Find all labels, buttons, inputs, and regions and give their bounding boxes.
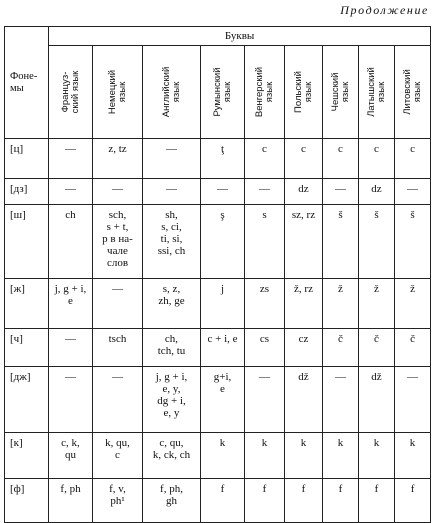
letter-cell [201,433,245,479]
letter-cell [93,433,143,479]
letter-cell [359,433,395,479]
letter-cell [285,179,323,205]
letter-text: — [112,371,123,383]
letter-text: s [262,209,267,221]
letter-text: — [65,333,76,345]
letter-cell [93,479,143,523]
table-body [5,139,431,523]
letter-cell [359,329,395,367]
letter-cell [323,179,359,205]
letter-text: f, ph [60,483,81,495]
letter-cell [323,367,359,433]
letter-text: c [301,143,306,155]
letter-text: c, k, qu [61,437,80,461]
letter-cell [323,479,359,523]
letter-text: ž [374,283,379,295]
letter-cell [143,279,201,329]
letter-cell [93,179,143,205]
letter-text: k [373,437,380,449]
letter-cell [245,329,285,367]
letter-cell [323,279,359,329]
letter-text: dž [298,371,309,383]
lang-header-english: Английский язык [143,46,201,139]
lang-header-latvian: Латышский язык [359,46,395,139]
letter-cell [201,205,245,279]
letter-text: — [407,371,419,383]
letter-cell [49,139,93,179]
letter-text: f, ph, gh [160,483,183,507]
lang-header-polish: Польский язык [285,46,323,139]
letter-cell [49,329,93,367]
letter-cell [395,279,431,329]
phoneme-cell: [ч] [5,329,49,367]
letter-text: f [374,483,379,495]
table-row [5,179,431,205]
letter-cell [93,367,143,433]
table-row [5,367,431,433]
letter-text: f [262,483,267,495]
table-row [5,433,431,479]
letter-text: zs [259,283,270,295]
letter-text: k [409,437,416,449]
letter-text: — [217,183,228,195]
letter-text: k [261,437,268,449]
letter-cell [49,479,93,523]
letter-cell [201,139,245,179]
letter-cell [245,279,285,329]
lang-header-french: Француз- ский язык [49,46,93,139]
letter-text: k [300,437,307,449]
letter-text: j, g + i, e [54,283,87,307]
letter-cell [49,367,93,433]
table-row [5,205,431,279]
letter-text: — [166,183,177,195]
letter-text: dž [371,371,382,383]
letter-cell [93,139,143,179]
phoneme-cell: [к] [5,433,49,479]
letter-text: c [410,143,415,155]
letter-cell [359,139,395,179]
letter-text: — [112,183,123,195]
letter-cell [49,433,93,479]
letter-cell [359,279,395,329]
letter-cell [323,139,359,179]
letter-cell [359,179,395,205]
letter-text: š [374,209,379,221]
letter-cell [245,205,285,279]
lang-header-romanian: Румынский язык [201,46,245,139]
letter-text: š [338,209,343,221]
letter-cell [359,205,395,279]
letter-cell [201,179,245,205]
letter-cell [395,329,431,367]
letter-text: cs [259,333,270,345]
letter-text: tsch [108,333,127,345]
letter-text: sch, s + t, p в на- чале слов [102,209,133,269]
letter-cell [285,433,323,479]
letter-cell [245,367,285,433]
continuation-label: Продолжение [340,3,429,17]
phoneme-letter-table-container [4,26,430,507]
letter-text: c + i, e [207,333,238,345]
letter-cell [201,367,245,433]
letter-text: — [65,143,76,155]
letter-text: k [337,437,344,449]
letter-text: sz, rz [291,209,316,221]
letter-cell [285,279,323,329]
letter-text: g+i, e [213,371,232,395]
letter-cell [93,279,143,329]
letter-text: ž [338,283,343,295]
letter-cell [359,479,395,523]
letter-cell [395,139,431,179]
letter-text: j [220,283,225,295]
phoneme-letter-table [4,26,431,523]
letter-text: sh, s, ci, ti, si, ssi, ch [157,209,186,257]
letter-text: s, z, zh, ge [158,283,185,307]
letter-text: ž [410,283,415,295]
table-row [5,479,431,523]
letter-text: k, qu, c [105,437,130,461]
letter-text: z, tz [108,143,127,155]
letter-text: — [335,371,346,383]
letter-text: c [374,143,379,155]
letter-text: č [374,333,379,345]
letter-text: c [262,143,267,155]
letter-text: ch, tch, tu [157,333,186,357]
letter-text: č [338,333,343,345]
letter-cell [143,479,201,523]
letter-cell [285,479,323,523]
table-row [5,139,431,179]
letter-text: — [65,371,76,383]
letter-text: — [259,371,270,383]
letter-text: f, v, ph¹ [109,483,126,507]
letter-cell [359,367,395,433]
letter-text: — [407,183,419,195]
phoneme-cell: [дж] [5,367,49,433]
letter-cell [395,479,431,523]
letter-text: dz [371,183,382,195]
letter-cell [323,433,359,479]
lang-header-hungarian: Венгерский язык [245,46,285,139]
letter-text: — [259,183,270,195]
letter-text: ch [65,209,76,221]
letter-cell [395,367,431,433]
letter-cell [285,139,323,179]
letter-text: — [335,183,346,195]
letter-text: j, g + i, e, y, dg + i, e, y [155,371,188,419]
header-row-languages [5,46,431,139]
letter-text: ţ [220,143,225,155]
letter-cell [323,329,359,367]
letter-cell [49,205,93,279]
letter-text: k [219,437,226,449]
letter-cell [245,479,285,523]
letter-text: — [166,143,177,155]
letter-cell [143,367,201,433]
header-row-group [5,27,431,46]
letter-cell [93,205,143,279]
table-row [5,279,431,329]
letter-text: ž, rz [294,283,313,295]
letter-text: ş [220,209,225,221]
letter-text: f [301,483,306,495]
letter-cell [143,433,201,479]
letter-text: f [338,483,343,495]
letter-cell [201,479,245,523]
letter-text: č [410,333,415,345]
letter-cell [285,329,323,367]
letter-text: c, qu, k, ck, ch [152,437,191,461]
letter-text: cz [298,333,309,345]
phoneme-cell: [ц] [5,139,49,179]
lang-header-czech: Чешский язык [323,46,359,139]
letter-cell [201,279,245,329]
letter-text: — [112,283,123,295]
letter-text: f [220,483,225,495]
letter-cell [245,139,285,179]
letter-cell [93,329,143,367]
phoneme-cell: [ж] [5,279,49,329]
letter-cell [143,329,201,367]
letter-cell [395,433,431,479]
phoneme-cell: [ш] [5,205,49,279]
letters-header: Буквы [49,27,431,46]
lang-header-german: Немецкий язык [93,46,143,139]
letter-cell [143,179,201,205]
letter-cell [285,205,323,279]
lang-header-lithuanian: Литовский язык [395,46,431,139]
letter-text: c [338,143,343,155]
letter-cell [49,279,93,329]
letter-cell [201,329,245,367]
phoneme-cell: [дз] [5,179,49,205]
letter-text: š [410,209,415,221]
letter-cell [323,205,359,279]
letter-cell [395,205,431,279]
letter-cell [143,139,201,179]
phoneme-cell: [ф] [5,479,49,523]
letter-text: — [65,183,76,195]
letter-text: dz [298,183,309,195]
letter-cell [245,179,285,205]
letter-cell [49,179,93,205]
letter-cell [245,433,285,479]
letter-cell [285,367,323,433]
phonemes-header: Фоне- мы [5,27,49,139]
letter-cell [395,179,431,205]
letter-text: f [410,483,415,495]
letter-cell [143,205,201,279]
table-row [5,329,431,367]
